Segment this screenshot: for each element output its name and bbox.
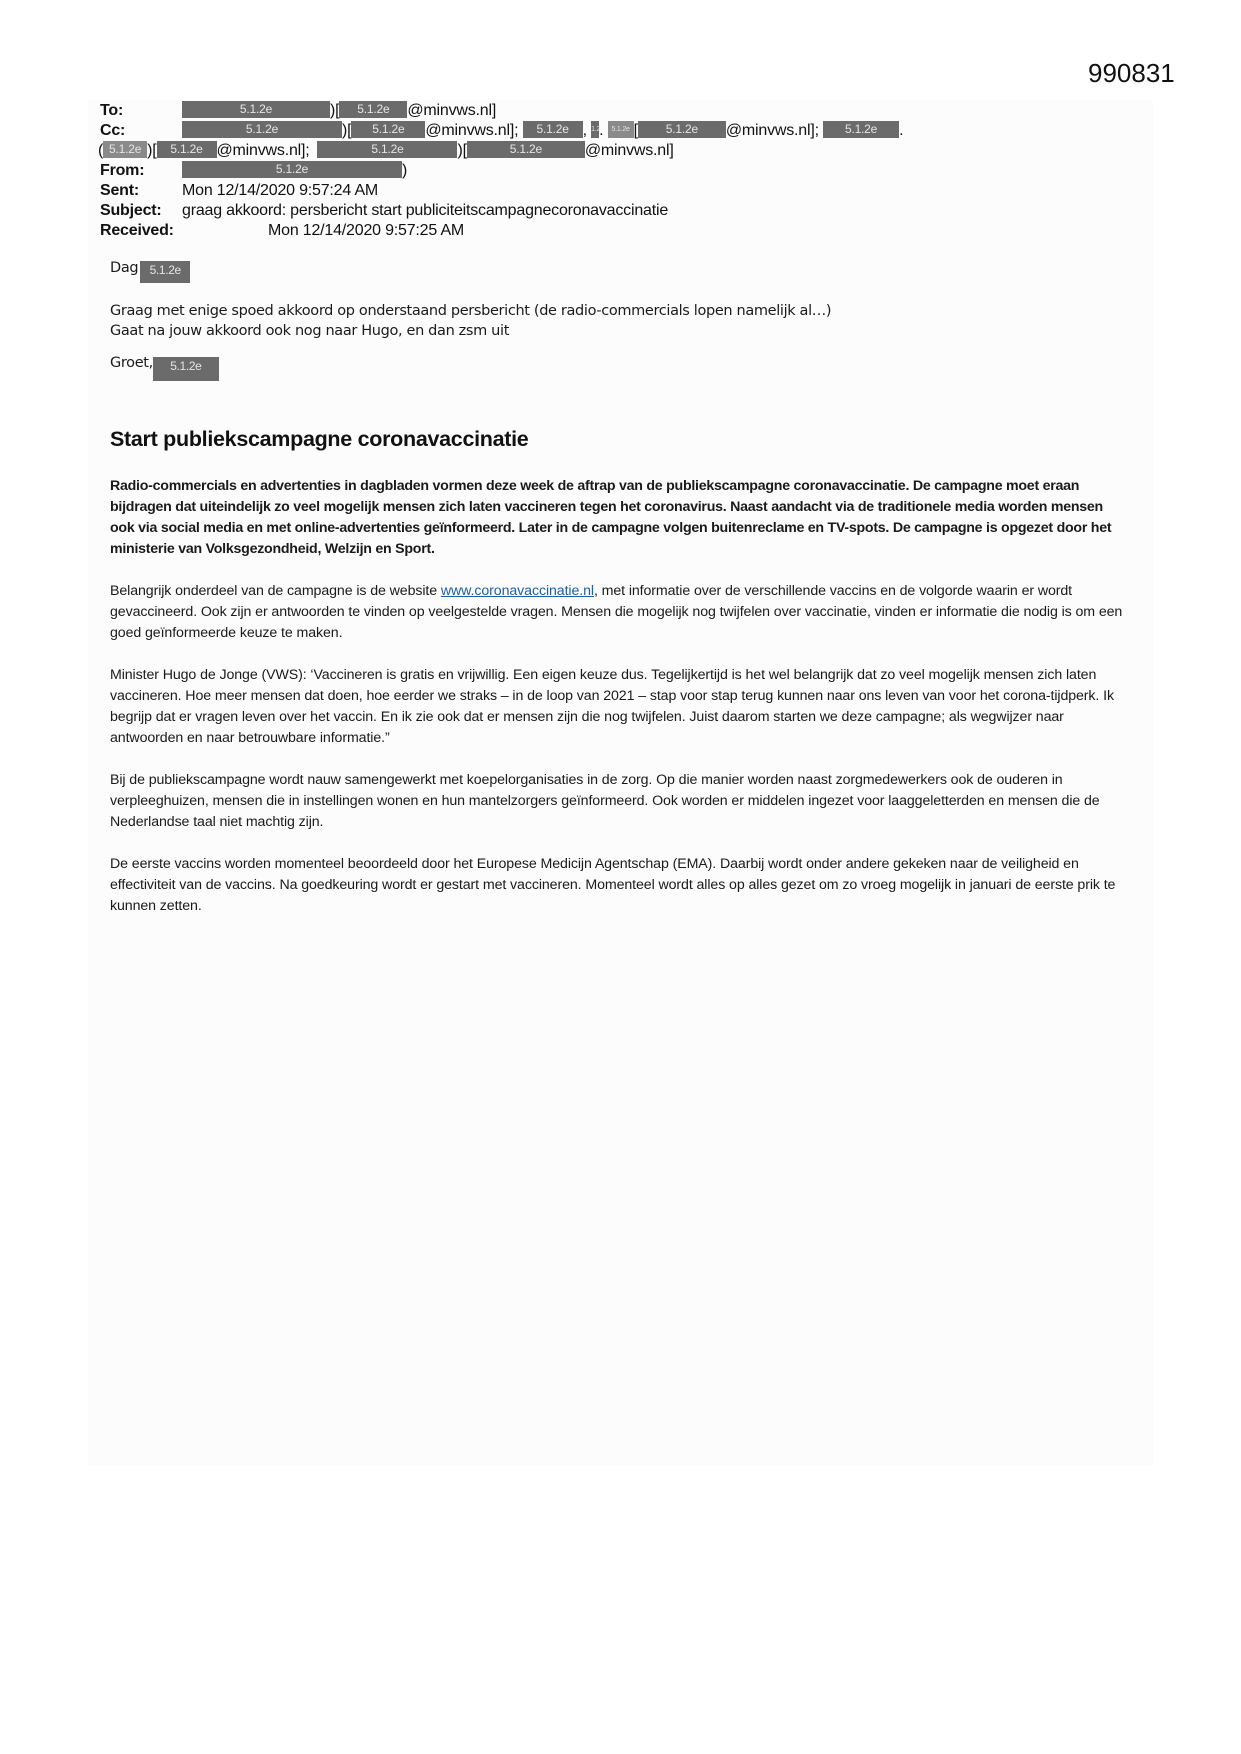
closing-text: Groet, [110,355,153,371]
closing-line [110,353,1110,381]
subject-label: Subject: [100,202,162,219]
redaction-box: 5.1.2e [182,121,342,138]
sent-value: Mon 12/14/2020 9:57:24 AM [182,182,379,199]
received-label: Received: [100,222,174,239]
separator-text: . [899,122,904,139]
sent-label: Sent: [100,182,140,199]
separator-text: , [582,122,587,139]
redaction-box: 5.1.2e [182,101,330,118]
separator-text: )[ [330,102,340,119]
intro-line-2: Gaat na jouw akkoord ook nog naar Hugo, en dan zsm uit [110,323,510,339]
from-label: From: [100,162,145,179]
website-link[interactable]: www.coronavaccinatie.nl [440,583,594,599]
intro-line-1: Graag met enige spoed akkoord op onderstaand persbericht (de radio-commercials lopen namelijk al…) [110,303,832,319]
paragraph-text: , met informatie over de verschillende vaccins en de volgorde waarin er wordt gevaccineerd. Ook zijn er antwoorden te vinden op veelgestelde vragen. Mensen die mogelijk nog twijfelen over vaccinatie, vinden er informatie die nodig is om een goed geïnformeerde keuze te maken. [110,583,1123,641]
cc-label: Cc: [100,122,126,139]
redaction-box: 5.1.2e [157,141,217,158]
separator-text: )[ [457,142,467,159]
press-release-paragraph-4: De eerste vaccins worden momenteel beoordeeld door het Europese Medicijn Agentschap (EMA). Daarbij wordt onder andere gekeken naar de veiligheid en effectiviteit van de vaccins. Na goedkeuring wordt er gestart met vaccineren. Momenteel wordt alles op alles gezet om zo vroeg mogelijk in januari de eerste prik te kunnen zetten. [110,856,1116,914]
email-domain: @minvws.nl]; [216,142,310,159]
redaction-box: 5.1.2e [608,121,634,138]
subject-value: graag akkoord: persbericht start publiciteitscampagnecoronavaccinatie [182,202,669,219]
separator-text: )[ [147,142,157,159]
separator-text: [ [633,122,638,139]
email-domain: @minvws.nl]; [725,122,819,139]
redaction-box: 5.1.2e [140,261,190,283]
separator-text: . [599,122,604,139]
redaction-box: 5.1.2e [638,121,726,138]
paragraph-text: Belangrijk onderdeel van de campagne is de website [110,583,441,599]
redaction-box: 1.2 [591,121,599,138]
cc-value-line-2 [98,141,674,161]
cc-value-line-1 [182,121,903,141]
press-release-title: Start publiekscampagne coronavaccinatie [110,427,529,451]
separator-text: ( [98,142,104,159]
redaction-box: 5.1.2e [523,121,583,138]
separator-text: )[ [342,122,352,139]
redaction-box: 5.1.2e [153,357,219,381]
to-label: To: [100,102,124,119]
press-release-lead: Radio-commercials en advertenties in dagbladen vormen deze week de aftrap van de publiekscampagne coronavaccinatie. De campagne moet eraan bijdragen dat uiteindelijk zo veel mogelijk mensen zich laten vaccineren tegen het coronavirus. Naast aandacht via de traditionele media worden mensen ook via social media en met online-advertenties geïnformeerd. Later in de campagne volgen buitenreclame en TV-spots. De campagne is opgezet door het ministerie van Volksgezondheid, Welzijn en Sport. [110,478,1112,557]
to-value [182,101,496,121]
redaction-box: 5.1.2e [351,121,425,138]
email-domain: @minvws.nl] [407,102,497,119]
press-release-paragraph-1 [110,581,1130,644]
email-domain: @minvws.nl] [584,142,674,159]
separator-text: ) [402,162,408,179]
redaction-box: 5.1.2e [317,141,457,158]
email-intro [110,258,1110,381]
document-number: 990831 [1088,58,1175,88]
press-release-paragraph-2: Minister Hugo de Jonge (VWS): ‘Vaccineren is gratis en vrijwillig. Een eigen keuze dus. Tegelijkertijd is het wel belangrijk dat zo veel mogelijk mensen zich laten vaccineren. Hoe meer mensen dat doen, hoe eerder we straks – in de loop van 2021 – stap voor stap terug kunnen naar ons leven van voor het corona-tijdperk. Ik begrijp dat er vragen leven over het vaccin. En ik zie ook dat er mensen zijn die nog twijfelen. Juist daarom starten we deze campagne; als wegwijzer naar antwoorden en naar betrouwbare informatie.” [110,667,1114,746]
greeting-text: Dag [110,260,139,276]
redaction-box: 5.1.2e [823,121,899,138]
press-release [110,427,1130,938]
redaction-box: 5.1.2e [182,161,402,178]
redaction-box: 5.1.2e [467,141,585,158]
redaction-box: 5.1.2e [339,101,407,118]
press-release-paragraph-3: Bij de publiekscampagne wordt nauw samengewerkt met koepelorganisaties in de zorg. Op die manier worden naast zorgmedewerkers ook de ouderen in verpleeghuizen, mensen die in instellingen wonen en hun mantelzorgers geïnformeerd. Ook worden er middelen ingezet voor laaggeletterden en mensen die de Nederlandse taal niet machtig zijn. [110,772,1100,830]
received-value: Mon 12/14/2020 9:57:25 AM [268,222,465,239]
redaction-box: 5.1.2e [103,141,147,158]
greeting-line [110,258,1110,283]
from-value [182,161,407,181]
email-domain: @minvws.nl]; [425,122,519,139]
